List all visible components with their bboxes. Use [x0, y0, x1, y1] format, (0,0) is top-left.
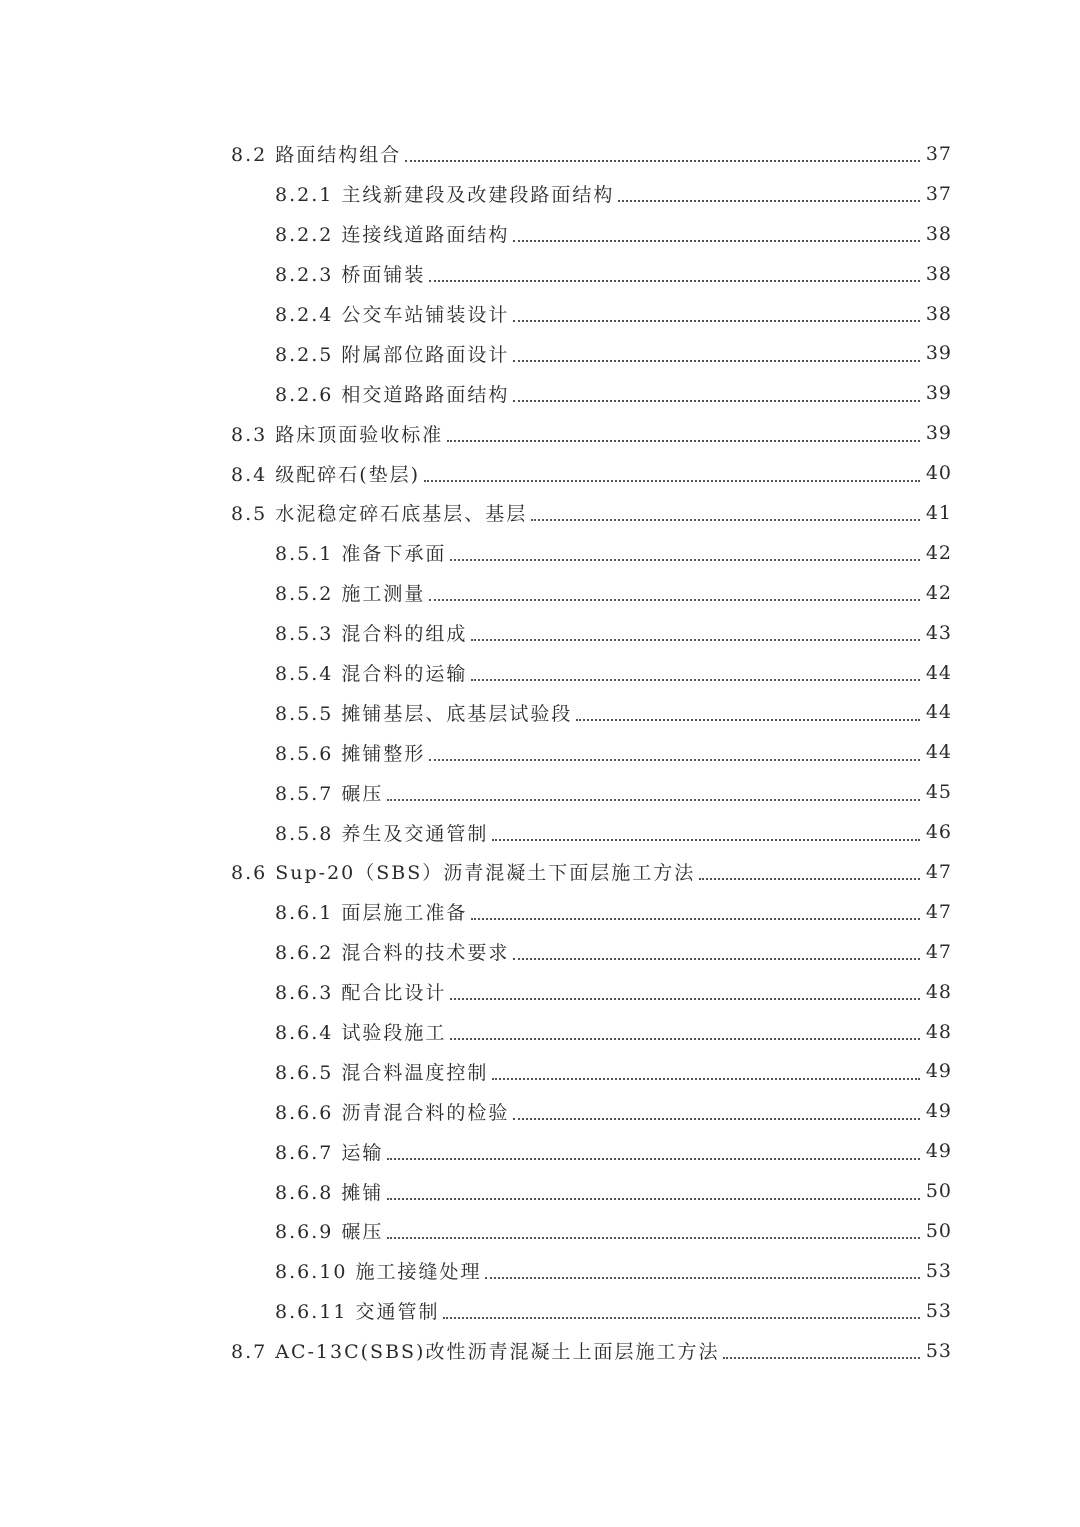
toc-entry-title: 8.5 水泥稳定碎石底基层、基层 [231, 503, 528, 526]
toc-entry-title: 8.6.3 配合比设计 [275, 982, 447, 1005]
toc-page-number: 39 [925, 342, 952, 365]
toc-section-entry[interactable] [0, 413, 1080, 453]
toc-page-number: 37 [925, 142, 952, 165]
toc-entry-title: 8.4 级配碎石(垫层) [231, 463, 421, 486]
toc-subsection-entry[interactable] [0, 613, 1080, 653]
toc-subsection-entry[interactable] [0, 972, 1080, 1012]
toc-entry-title: 8.2.2 连接线道路面结构 [275, 224, 510, 247]
toc-entry-title: 8.6.9 碾压 [275, 1221, 384, 1244]
toc-entry-title: 8.5.1 准备下承面 [275, 543, 447, 566]
toc-dot-leader [443, 1316, 919, 1319]
toc-entry-title: 8.6.7 运输 [275, 1141, 384, 1164]
toc-page-number: 47 [925, 860, 952, 883]
table-of-contents [0, 134, 1080, 1371]
toc-subsection-entry[interactable] [0, 1251, 1080, 1291]
toc-entry-title: 8.6.2 混合料的技术要求 [275, 942, 510, 965]
toc-page-number: 39 [925, 422, 952, 445]
toc-subsection-entry[interactable] [0, 1012, 1080, 1052]
toc-subsection-entry[interactable] [0, 892, 1080, 932]
toc-page-number: 49 [925, 1100, 952, 1123]
toc-dot-leader [450, 1037, 919, 1040]
toc-subsection-entry[interactable] [0, 1051, 1080, 1091]
toc-dot-leader [429, 758, 919, 761]
toc-page-number: 53 [925, 1259, 952, 1282]
toc-dot-leader [450, 997, 919, 1000]
toc-page-number: 40 [925, 462, 952, 485]
toc-subsection-entry[interactable] [0, 254, 1080, 294]
toc-entry-title: 8.5.6 摊铺整形 [275, 742, 426, 765]
toc-entry-title: 8.6.5 混合料温度控制 [275, 1061, 489, 1084]
toc-dot-leader [531, 518, 920, 521]
toc-entry-title: 8.5.4 混合料的运输 [275, 663, 468, 686]
toc-subsection-entry[interactable] [0, 1091, 1080, 1131]
toc-page-number: 48 [925, 980, 952, 1003]
toc-dot-leader [513, 359, 919, 362]
toc-dot-leader [471, 917, 919, 920]
toc-entry-title: 8.6.11 交通管制 [275, 1301, 440, 1324]
toc-dot-leader [387, 1157, 919, 1160]
toc-subsection-entry[interactable] [0, 772, 1080, 812]
toc-subsection-entry[interactable] [0, 214, 1080, 254]
toc-subsection-entry[interactable] [0, 333, 1080, 373]
toc-dot-leader [429, 598, 919, 601]
toc-dot-leader [387, 1236, 919, 1239]
toc-dot-leader [450, 558, 919, 561]
toc-entry-title: 8.5.7 碾压 [275, 782, 384, 805]
toc-dot-leader [387, 1197, 919, 1200]
toc-dot-leader [513, 957, 919, 960]
toc-section-entry[interactable] [0, 852, 1080, 892]
toc-entry-title: 8.5.8 养生及交通管制 [275, 822, 489, 845]
toc-entry-title: 8.6.8 摊铺 [275, 1181, 384, 1204]
toc-section-entry[interactable] [0, 453, 1080, 493]
toc-dot-leader [513, 319, 919, 322]
toc-entry-title: 8.2.1 主线新建段及改建段路面结构 [275, 184, 615, 207]
toc-dot-leader [492, 1077, 919, 1080]
toc-page-number: 47 [925, 900, 952, 923]
toc-dot-leader [471, 678, 919, 681]
toc-subsection-entry[interactable] [0, 932, 1080, 972]
toc-dot-leader [576, 718, 919, 721]
toc-dot-leader [492, 838, 919, 841]
toc-page-number: 42 [925, 581, 952, 604]
toc-page-number: 38 [925, 262, 952, 285]
toc-page-number: 53 [925, 1299, 952, 1322]
toc-entry-title: 8.6.6 沥青混合料的检验 [275, 1101, 510, 1124]
toc-page-number: 43 [925, 621, 952, 644]
toc-dot-leader [513, 399, 919, 402]
toc-dot-leader [405, 159, 920, 162]
toc-dot-leader [485, 1276, 919, 1279]
toc-page-number: 50 [925, 1219, 952, 1242]
toc-entry-title: 8.5.3 混合料的组成 [275, 623, 468, 646]
toc-entry-title: 8.6.4 试验段施工 [275, 1022, 447, 1045]
toc-entry-title: 8.2.4 公交车站铺装设计 [275, 304, 510, 326]
toc-subsection-entry[interactable] [0, 533, 1080, 573]
toc-page-number: 44 [925, 701, 952, 724]
toc-dot-leader [447, 439, 920, 442]
toc-page-number: 48 [925, 1020, 952, 1043]
toc-dot-leader [723, 1356, 919, 1359]
toc-subsection-entry[interactable] [0, 1171, 1080, 1211]
toc-page-number: 37 [925, 182, 952, 205]
toc-entry-title: 8.6 Sup-20（SBS）沥青混凝土下面层施工方法 [231, 862, 696, 885]
toc-entry-title: 8.6.10 施工接缝处理 [275, 1261, 482, 1284]
toc-page-number: 41 [925, 501, 952, 524]
toc-page-number: 53 [925, 1339, 952, 1362]
toc-section-entry[interactable] [0, 134, 1080, 174]
toc-section-entry[interactable] [0, 493, 1080, 533]
toc-subsection-entry[interactable] [0, 294, 1080, 334]
toc-page-number: 42 [925, 541, 952, 564]
toc-subsection-entry[interactable] [0, 1131, 1080, 1171]
toc-entry-title: 8.6.1 面层施工准备 [275, 902, 468, 925]
toc-subsection-entry[interactable] [0, 732, 1080, 772]
toc-page-number: 38 [925, 222, 952, 245]
toc-entry-title: 8.5.5 摊铺基层、底基层试验段 [275, 702, 573, 725]
toc-page-number: 39 [925, 382, 952, 405]
toc-entry-title: 8.5.2 施工测量 [275, 583, 426, 606]
toc-section-entry[interactable] [0, 1331, 1080, 1371]
toc-subsection-entry[interactable] [0, 1211, 1080, 1251]
toc-dot-leader [513, 1117, 919, 1120]
toc-dot-leader [471, 638, 919, 641]
toc-subsection-entry[interactable] [0, 373, 1080, 413]
toc-page-number: 47 [925, 940, 952, 963]
toc-page-number: 38 [925, 302, 952, 325]
toc-entry-title: 8.2.5 附属部位路面设计 [275, 343, 510, 366]
toc-subsection-entry[interactable] [0, 1291, 1080, 1331]
toc-page-number: 49 [925, 1140, 952, 1163]
toc-dot-leader [387, 798, 919, 801]
toc-entry-title: 8.2.6 相交道路路面结构 [275, 383, 510, 406]
toc-subsection-entry[interactable] [0, 174, 1080, 214]
toc-entry-title: 8.2 路面结构组合 [231, 144, 402, 167]
toc-page-number: 46 [925, 821, 952, 844]
toc-dot-leader [429, 279, 919, 282]
toc-entry-title: 8.2.3 桥面铺装 [275, 264, 426, 287]
toc-dot-leader [699, 877, 920, 880]
toc-page-number: 44 [925, 661, 952, 684]
toc-dot-leader [424, 479, 920, 482]
toc-subsection-entry[interactable] [0, 812, 1080, 852]
toc-subsection-entry[interactable] [0, 653, 1080, 693]
toc-subsection-entry[interactable] [0, 573, 1080, 613]
toc-page-number: 49 [925, 1060, 952, 1083]
toc-page-number: 50 [925, 1180, 952, 1203]
toc-page-number: 44 [925, 741, 952, 764]
toc-dot-leader [513, 239, 919, 242]
toc-page-number: 45 [925, 781, 952, 804]
toc-subsection-entry[interactable] [0, 692, 1080, 732]
toc-entry-title: 8.3 路床顶面验收标准 [231, 423, 444, 446]
toc-dot-leader [618, 199, 919, 202]
toc-entry-title: 8.7 AC-13C(SBS)改性沥青混凝土上面层施工方法 [231, 1341, 720, 1364]
